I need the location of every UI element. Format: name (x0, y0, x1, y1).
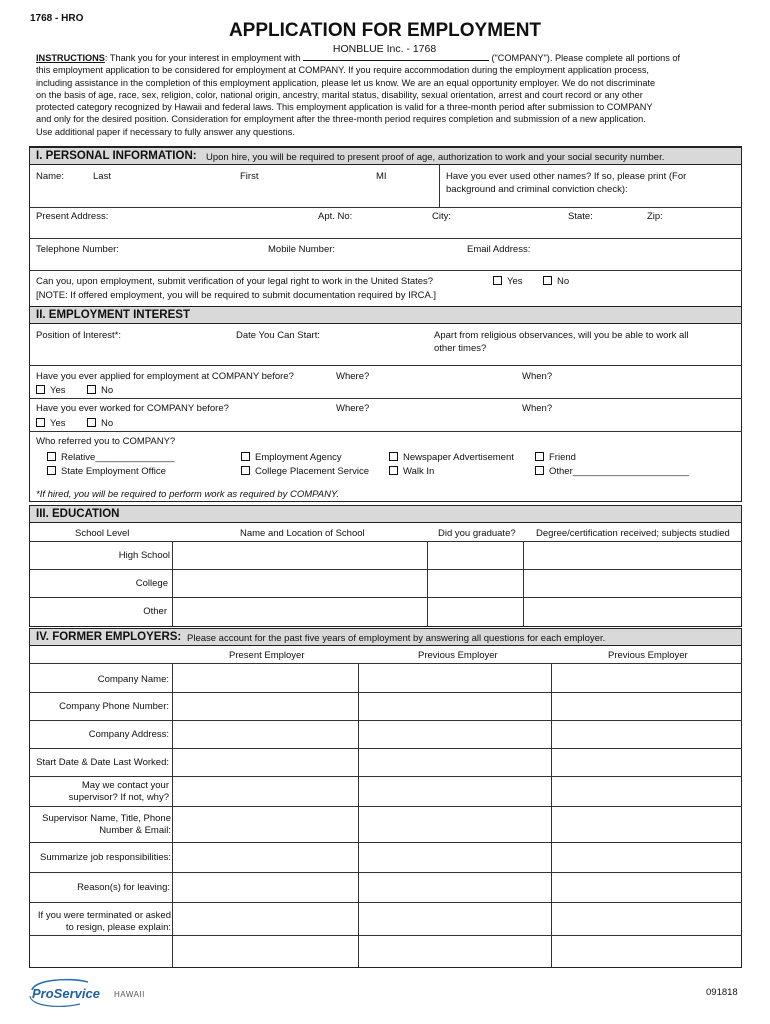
form-revision-code: 091818 (706, 987, 738, 998)
row-label-line: Supervisor Name, Title, Phone (42, 813, 171, 824)
row-label-line: supervisor? If not, why? (68, 792, 169, 803)
other-names-field[interactable] (440, 196, 740, 206)
row-label-line: If you were terminated or asked (37, 910, 171, 921)
applied-when-label: When? (522, 371, 553, 382)
referral-relative[interactable] (47, 452, 175, 463)
col-previous-employer: Previous Employer (608, 650, 688, 661)
no-label: No (101, 385, 114, 396)
other-names-label: Have you ever used other names? If so, please print (For (446, 171, 687, 182)
checkbox-icon[interactable] (543, 276, 552, 285)
worked-no-option[interactable] (87, 418, 113, 429)
edu-row-high-school: High School (118, 550, 170, 561)
row-label-line: to resign, please explain: (65, 922, 171, 933)
yes-label: Yes (507, 276, 523, 287)
instructions-intro: : Thank you for your interest in employment with (104, 53, 301, 63)
checkbox-icon[interactable] (87, 418, 96, 427)
instructions-line: this employment application to be considered for employment at COMPANY. If you require accommodation during the employment application process, (36, 65, 649, 76)
instructions-line: Use additional paper if necessary to fully answer any questions. (36, 126, 295, 137)
row-termination (30, 910, 171, 934)
last-name-label: Last (93, 171, 111, 182)
checkbox-icon[interactable] (389, 452, 398, 461)
checkbox-icon[interactable] (36, 418, 45, 427)
other-names-label-2: background and criminal conviction check): (446, 184, 628, 195)
referral-newspaper[interactable] (389, 452, 514, 463)
instructions-company-ref: ("COMPANY"). Please complete all portions of (491, 53, 681, 63)
row-divider (29, 365, 742, 366)
referral-label: Employment Agency (255, 452, 342, 463)
checkbox-icon[interactable] (47, 466, 56, 475)
instructions-line: including assistance in the completion of this employment application, please let us know. We are an equal opportunity employer. We do not discriminate (36, 77, 656, 88)
present-address-label: Present Address: (36, 211, 109, 222)
zip-label: Zip: (647, 211, 663, 222)
col-school-name: Name and Location of School (240, 528, 365, 539)
education-section-title: III. EDUCATION (36, 508, 120, 520)
checkbox-icon[interactable] (389, 466, 398, 475)
applied-no-option[interactable] (87, 385, 113, 396)
referral-college[interactable] (241, 466, 369, 477)
row-job-responsibilities: Summarize job responsibilities: (40, 852, 171, 863)
referral-state-office[interactable] (47, 466, 166, 477)
city-label: City: (432, 211, 451, 222)
no-label: No (101, 418, 114, 429)
row-divider (29, 398, 742, 399)
row-company-name: Company Name: (97, 674, 169, 685)
instructions-line: and only for the desired position. Consideration for employment after the three-month period requires completion and submission of a new application. (36, 114, 646, 125)
position-label: Position of Interest*: (36, 330, 122, 341)
mobile-label: Mobile Number: (268, 244, 336, 255)
checkbox-icon[interactable] (36, 385, 45, 394)
interest-section-title: II. EMPLOYMENT INTEREST (36, 309, 190, 321)
row-supervisor-info (30, 813, 171, 837)
company-name: HONBLUE Inc. - 1768 (332, 43, 437, 55)
applied-where-label: Where? (336, 371, 370, 382)
religious-question: Apart from religious observances, will you be able to work all (434, 330, 689, 341)
row-company-phone: Company Phone Number: (59, 701, 169, 712)
edu-row-other: Other (143, 606, 167, 617)
col-degree: Degree/certification received; subjects studied (536, 528, 730, 539)
worked-before-question: Have you ever worked for COMPANY before? (36, 403, 229, 414)
checkbox-icon[interactable] (47, 452, 56, 461)
personal-section-title: I. PERSONAL INFORMATION: (36, 150, 197, 162)
form-code: 1768 - HRO (30, 13, 84, 24)
personal-section-header (30, 147, 741, 165)
row-divider (29, 207, 742, 208)
checkbox-icon[interactable] (241, 452, 250, 461)
row-label-line: May we contact your (81, 780, 169, 791)
edu-row-college: College (135, 578, 168, 589)
logo-sub-text: HAWAII (114, 990, 145, 999)
email-label: Email Address: (467, 244, 531, 255)
employers-entry-area[interactable] (174, 665, 740, 965)
verify-no-option[interactable] (543, 276, 569, 287)
start-date-label: Date You Can Start: (236, 330, 320, 341)
state-label: State: (568, 211, 593, 222)
referral-other[interactable] (535, 466, 689, 477)
col-previous-employer: Previous Employer (418, 650, 498, 661)
middle-initial-label: MI (376, 171, 387, 182)
row-label-line: Number & Email: (99, 825, 171, 836)
phone-email-field[interactable] (30, 255, 740, 269)
referral-question: Who referred you to COMPANY? (36, 436, 176, 447)
checkbox-icon[interactable] (535, 452, 544, 461)
personal-section-desc: Upon hire, you will be required to present proof of age, authorization to work and your social security number. (206, 152, 665, 163)
row-contact-supervisor (30, 780, 169, 804)
row-divider (29, 431, 742, 432)
company-name-field[interactable] (303, 43, 489, 61)
worked-yes-option[interactable] (36, 418, 66, 429)
name-field[interactable] (30, 166, 438, 206)
row-divider (29, 663, 742, 664)
referral-label: State Employment Office (61, 466, 166, 477)
row-dates-worked: Start Date & Date Last Worked: (36, 757, 169, 768)
work-verification-question: Can you, upon employment, submit verification of your legal right to work in the United States? (36, 276, 434, 287)
instructions-line: on the basis of age, race, sex, religion, color, national origin, ancestry, marital status, disability, sexual orientation, arrest and court record or any other (36, 89, 643, 100)
col-present-employer: Present Employer (229, 650, 305, 661)
instructions-line: protected category recognized by Hawaii and federal laws. This employment application is valid for a three-month period after submission to COMPANY (36, 102, 653, 113)
hire-note: *If hired, you will be required to perform work as required by COMPANY. (36, 489, 340, 500)
referral-label: College Placement Service (255, 466, 370, 477)
col-school-level: School Level (75, 528, 130, 539)
position-start-field[interactable] (30, 342, 430, 364)
referral-label: Other______________________ (549, 466, 689, 477)
checkbox-icon[interactable] (535, 466, 544, 475)
worked-when-label: When? (522, 403, 553, 414)
instructions (36, 43, 736, 138)
col-graduated: Did you graduate? (438, 528, 516, 539)
name-label: Name: (36, 171, 64, 182)
referral-label: Walk In (403, 466, 435, 477)
yes-label: Yes (50, 418, 66, 429)
checkbox-icon[interactable] (241, 466, 250, 475)
no-label: No (557, 276, 570, 287)
referral-label: Newspaper Advertisement (403, 452, 514, 463)
religious-question-2: other times? (434, 343, 487, 354)
checkbox-icon[interactable] (493, 276, 502, 285)
verify-yes-option[interactable] (493, 276, 523, 287)
education-entry-area[interactable] (174, 543, 740, 625)
apt-no-label: Apt. No: (318, 211, 353, 222)
col-divider (172, 541, 173, 626)
telephone-label: Telephone Number: (36, 244, 119, 255)
row-company-address: Company Address: (88, 729, 169, 740)
checkbox-icon[interactable] (87, 385, 96, 394)
address-field[interactable] (30, 222, 740, 237)
applied-before-question: Have you ever applied for employment at COMPANY before? (36, 371, 294, 382)
row-divider (29, 238, 742, 239)
referral-agency[interactable] (241, 452, 342, 463)
worked-where-label: Where? (336, 403, 370, 414)
yes-label: Yes (50, 385, 66, 396)
col-divider (172, 663, 173, 967)
instructions-label: INSTRUCTIONS (36, 53, 105, 63)
row-divider (29, 270, 742, 271)
logo-main-text: ProService (32, 986, 100, 1001)
row-reasons-leaving: Reason(s) for leaving: (77, 882, 170, 893)
referral-label: Relative_______________ (61, 452, 175, 463)
referral-walk-in[interactable] (389, 466, 434, 477)
proservice-logo (28, 978, 158, 1010)
employers-section-desc: Please account for the past five years of employment by answering all questions for each employer. (187, 633, 606, 644)
interest-section-header (30, 306, 741, 324)
applied-yes-option[interactable] (36, 385, 66, 396)
employers-section-title: IV. FORMER EMPLOYERS: (36, 631, 182, 643)
row-divider (29, 541, 742, 542)
page-title: APPLICATION FOR EMPLOYMENT (228, 20, 542, 41)
irca-note: [NOTE: If offered employment, you will be required to submit documentation required by IRCA.] (36, 290, 437, 301)
referral-friend[interactable] (535, 452, 576, 463)
referral-label: Friend (549, 452, 576, 463)
first-name-label: First (240, 171, 259, 182)
